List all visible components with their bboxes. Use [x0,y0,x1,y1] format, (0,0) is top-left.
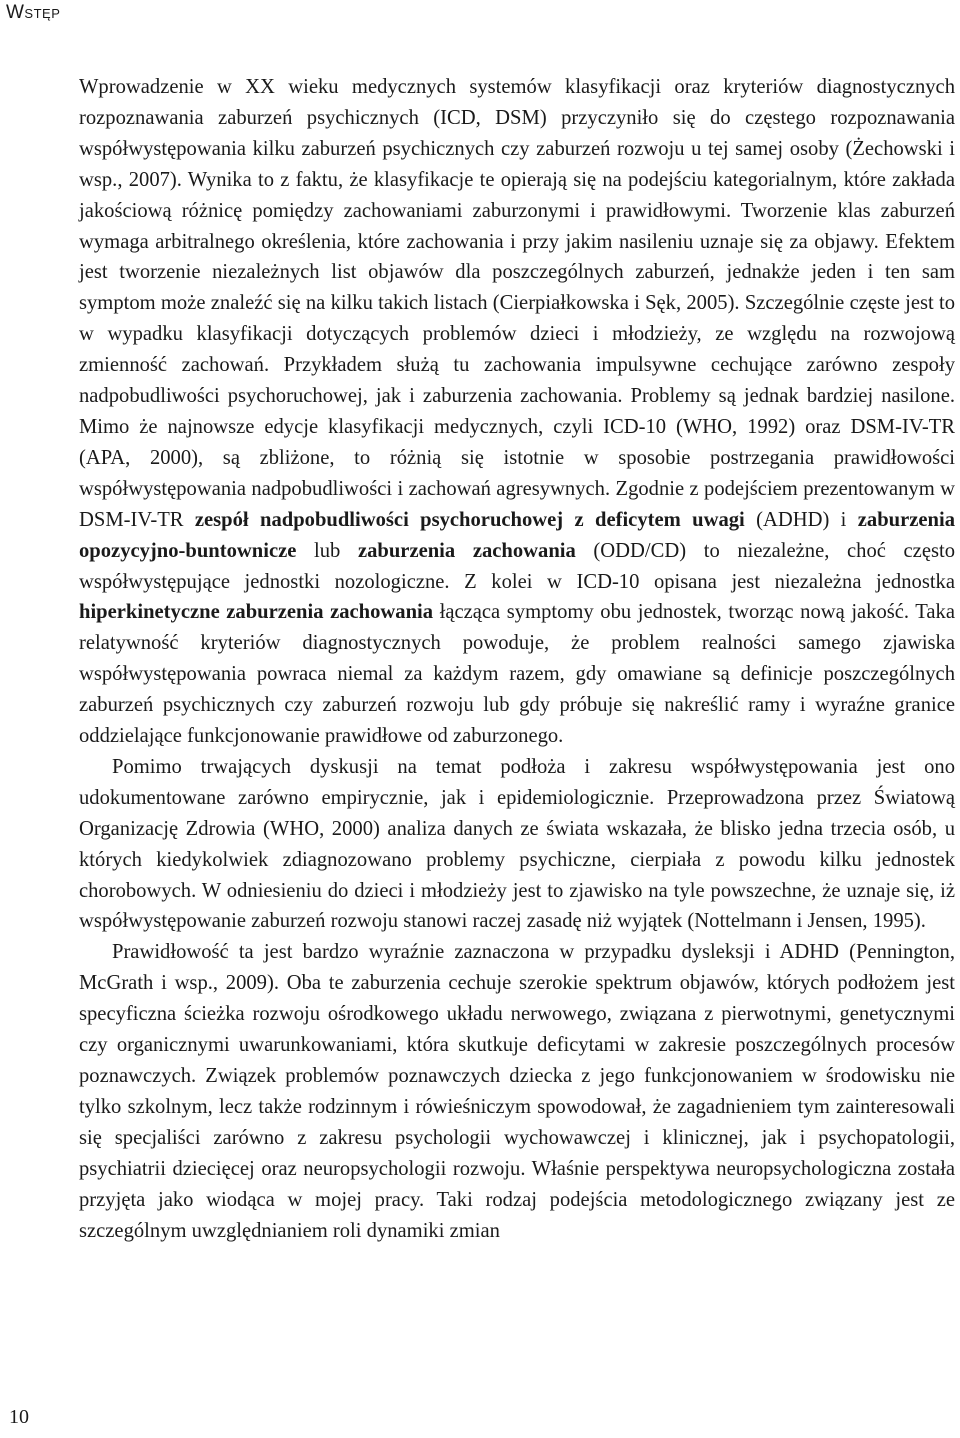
paragraph-1-text-1: Wprowadzenie w XX wieku medycznych systemów klasyfikacji oraz kryteriów diagnostycznych rozpoznawania zaburzeń psychicznych (ICD, DSM) przyczyniło się do częstego rozpoznawania współwystępowania kilku zaburzeń psychicznych czy zaburzeń rozwoju u tej samej osoby (Żechowski i wsp., 2007). Wynika to z faktu, że klasyfikacje te opierają się na podejściu kategorialnym, które zakłada jakościową różnicę pomiędzy zachowaniami zaburzonymi i prawidłowymi. Tworzenie klas zaburzeń wymaga arbitralnego określenia, które zachowania i przy jakim nasileniu uznaje się za objawy. Efektem jest tworzenie niezależnych list objawów dla poszczególnych zaburzeń, jednakże jeden i ten sam symptom może znaleźć się na kilku takich listach (Cierpiałkowska i Sęk, 2005). Szczególnie częste jest to w wypadku klasyfikacji dotyczących problemów dzieci i młodzieży, ze względu na rozwojową zmienność zachowań. Przykładem służą tu zachowania impulsywne cechujące zarówno zespoły nadpobudliwości psychoruchowej, jak i zaburzenia zachowania. Problemy są jednak bardziej nasilone. Mimo że najnowsze edycje klasyfikacji medycznych, czyli ICD-10 (WHO, 1992) oraz DSM-IV-TR (APA, 2000), są zbliżone, to różnią się istotnie w sposobie postrzegania prawidłowości współwystępowania nadpobudliwości i zachowań agresywnych. Zgodnie z podejściem prezentowanym w DSM-IV-TR [79,76,955,531]
main-text [79,72,955,1246]
paragraph-1 [79,72,955,752]
paragraph-2: Pomimo trwających dyskusji na temat podłoża i zakresu współwystępowania jest ono udokumentowane zarówno empirycznie, jak i epidemiologicznie. Przeprowadzona przez Światową Organizację Zdrowia (WHO, 2000) analiza danych ze świata wskazała, że blisko jedna trzecia osób, u których kiedykolwiek zdiagnozowano problemy psychiczne, cierpiała z powodu kilku jednostek chorobowych. W odniesieniu do dzieci i młodzieży jest to zjawisko na tyle powszechne, że uznaje się, iż współwystępowanie zaburzeń rozwoju stanowi raczej zasadę niż wyjątek (Nottelmann i Jensen, 1995). [79,755,955,933]
paragraph-1-text-4: (ODD/CD) to niezależne, choć często współwystępujące jednostki nozologiczne. Z kolei w ICD-10 opisana jest niezależna jednostka [79,539,955,593]
term-hyperkinetic: hiperkinetyczne zaburzenia zachowania [79,601,434,624]
paragraph-3: Prawidłowość ta jest bardzo wyraźnie zaznaczona w przypadku dysleksji i ADHD (Pennington, McGrath i wsp., 2009). Oba te zaburzenia cechuje szerokie spektrum objawów, których podłożem jest specyficzna ścieżka rozwoju ośrodkowego układu nerwowego, związana z pierwotnymi, genetycznymi czy organicznymi uwarunkowaniami, która skutkuje deficytami w zakresie poszczególnych procesów poznawczych. Związek problemów poznawczych dziecka z jego funkcjonowaniem w środowisku nie tylko szkolnym, lecz także rodzinnym i rówieśniczym spowodował, że zagadnieniem tym zainteresowali się specjaliści zarówno z zakresu psychologii wychowawczej i klinicznej, jak i psychopatologii, psychiatrii dziecięcej oraz neuropsychologii rozwoju. Właśnie perspektywa neuropsychologiczna została przyjęta jako wiodąca w mojej pracy. Taki rodzaj podejścia metodologicznego związany jest ze szczególnym uwzględnianiem roli dynamiki zmian [79,941,955,1242]
term-odd: zaburzenia opozycyjno-buntownicze [79,508,956,562]
running-head: Wstęp [6,2,61,23]
term-adhd: zespół nadpobudliwości psychoruchowej z deficytem uwagi [194,508,745,531]
paragraph-1-text-3: lub [296,539,358,562]
paragraph-1-text-5: łącząca symptomy obu jednostek, tworząc nową jakość. Taka relatywność kryteriów diagnostycznych powoduje, że problem realności samego zjawiska współwystępowania powraca niemal za każdym razem, gdy omawiane są definicje poszczególnych zaburzeń psychicznych czy zaburzeń rozwoju lub gdy próbuje się nakreślić ramy i wyraźne granice oddzielające funkcjonowanie prawidłowe od zaburzonego. [79,601,955,748]
paragraph-1-text-2: (ADHD) i [744,508,858,531]
term-cd: zaburzenia zachowania [357,539,576,562]
page-number: 10 [9,1406,29,1428]
